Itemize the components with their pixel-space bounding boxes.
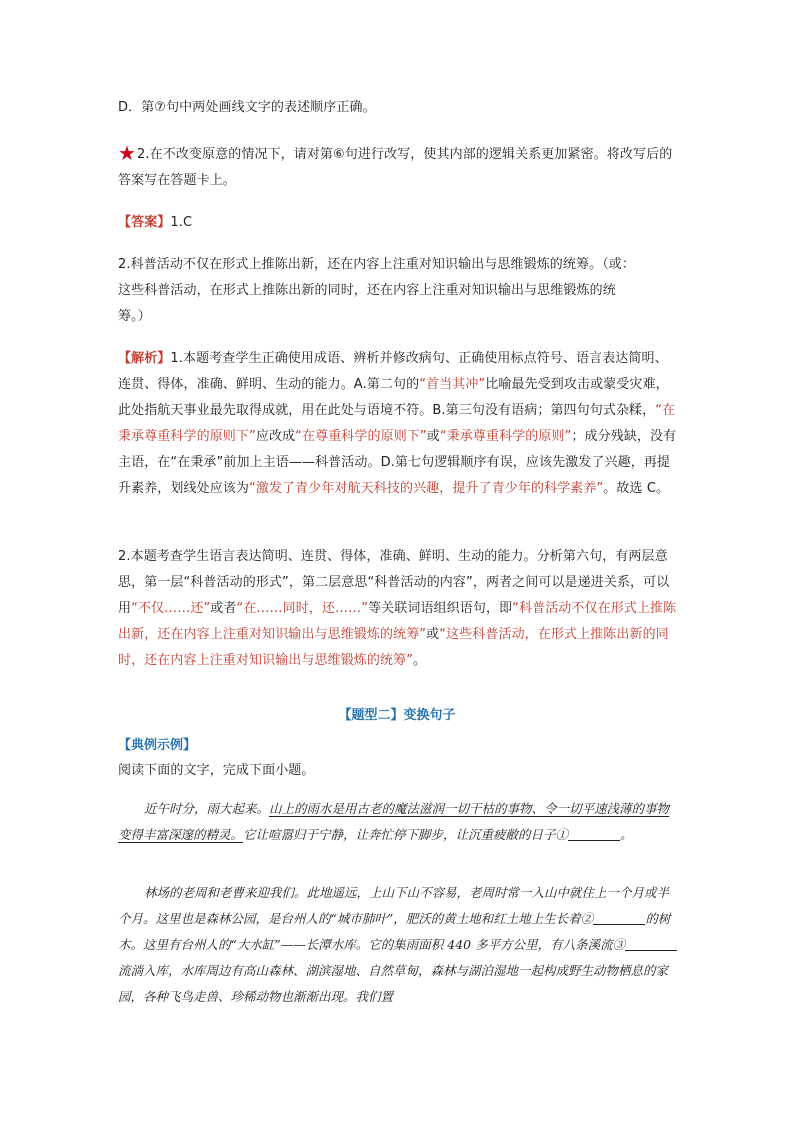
question-2 [118,140,678,194]
instruction [118,758,678,784]
analysis2-quote-3: “科普活动不仅在形式上推陈出新，还在内容上注重对知识输出与思维锻炼的统筹” [118,601,677,642]
analysis-quote-1: “首当其冲” [419,377,486,392]
star-icon: ★ [118,141,137,165]
passage-paragraph-2 [118,880,678,1010]
passage1-lead: 近午时分，雨大起来。 [144,801,270,816]
analysis-quote-4: “秉承尊重科学的原则” [439,429,572,444]
analysis2-text-3: 等关联词语组织语句，即 [368,601,513,616]
blank-1-mark: ① [555,827,569,842]
analysis-text-1: 1.本题考查学生正确使用成语、辨析并修改病句、正确使用标点符号、语言表达简明、连贯、得体，准确、鲜明、生动的能力。A.第二句的 [118,351,668,392]
answer-value: 1.C [170,215,193,230]
analysis-quote-2: “在秉承尊重科学的原则下” [118,403,676,444]
analysis-label: 【解析】 [118,351,171,366]
analysis2-text-1: 2.本题考查学生语言表达简明、连贯、得体，准确、鲜明、生动的能力。分析第六句，有两层意思，第一层“科普活动的形式”，第二层意思“科普活动的内容”，两者之间可以是递进关系，可以用 [118,549,670,616]
answer-2-line-2: 这些科普活动，在形式上推陈出新的同时，还在内容上注重对知识输出与思维锻炼的统 [118,283,616,298]
answer-2 [118,252,678,330]
answer-2-line-3: 筹。） [118,309,151,324]
question-2-text: 2.在不改变原意的情况下，请对第⑥句进行改写，使其内部的逻辑关系更加紧密。将改写后的答案写在答题卡上。 [118,147,673,188]
analysis-text-5: ；成分残缺，没有主语，在“在秉承”前加上主语——科普活动。D.第七句逻辑顺序有误，应该先激发了兴趣，再提升素养，划线处应该为 [118,429,677,496]
analysis2-text-4: 或 [426,627,440,642]
instruction-text: 阅读下面的文字，完成下面小题。 [118,763,315,778]
answer-2-line-1: 2.科普活动不仅在形式上推陈出新，还在内容上注重对知识输出与思维锻炼的统筹。（或： [118,257,636,272]
analysis-text-4: 或 [426,429,440,444]
analysis2-text-2: 或者 [210,601,237,616]
analysis-quote-3: “在尊重科学的原则下” [295,429,427,444]
blank-3-mark: ③ [612,937,626,952]
analysis2-quote-1: “不仅……还” [131,601,211,616]
blank-2 [593,910,645,925]
passage1-end: 。 [620,827,633,842]
passage-paragraph-1 [118,796,678,848]
example-label: 【典例示例】 [118,738,197,753]
analysis-text-2: 比喻最先受到攻击或蒙受灾难，此处指航天事业最先取得成就，用在此处与语境不符。B.第三句没有语病；第四句句式杂糅， [118,377,669,418]
blank-2-mark: ② [580,911,594,926]
analysis-2 [118,544,678,674]
analysis2-text-5: 。 [413,653,427,668]
answer-line [118,210,678,236]
passage1-rest: 它让喧嚣归于宁静，让奔忙停下脚步，让沉重疲敝的日子 [243,827,556,842]
blank-1 [568,826,620,841]
passage2-text-1: 林场的老周和老曹来迎我们。此地遥远，上山下山不容易，老周时常一入山中就住上一个月或半个月。这里也是森林公园，是台州人的“城市肺叶”，肥沃的黄土地和红土地上生长着 [118,885,670,926]
analysis-text-6: 。故选 C。 [603,481,670,496]
analysis-1 [118,346,678,502]
blank-3 [625,936,677,951]
option-d [118,95,678,121]
answer-label: 【答案】 [118,215,171,230]
passage1-underlined: 山上的雨水是用古老的魔法滋润一切干枯的事物、令一切平速浅薄的事物变得丰富深邃的精灵。 [118,801,670,842]
section-title: 【题型二】变换句子 [338,708,456,723]
analysis-text-3: 应改成 [255,429,296,444]
analysis2-quote-2: “在……同时，还……” [236,601,369,616]
passage2-text-2: 的树木。这里有台州人的“大水缸”——长潭水库。它的集雨面积 440 多平方公里，有八条溪流 [118,911,671,952]
passage2-text-3: 流淌入库，水库周边有高山森林、湖滨湿地、自然草甸，森林与湖泊湿地一起构成野生动物栖息的家园，各种飞鸟走兽、珍稀动物也渐渐出现。我们置 [118,963,669,1004]
analysis-quote-5: “激发了青少年对航天科技的兴趣，提升了青少年的科学素养” [249,481,604,496]
analysis2-quote-4: “这些科普活动，在形式上推陈出新的同时，还在内容上注重对知识输出与思维锻炼的统筹” [118,627,669,668]
option-d-text: D．第⑦句中两处画线文字的表述顺序正确。 [118,100,376,115]
